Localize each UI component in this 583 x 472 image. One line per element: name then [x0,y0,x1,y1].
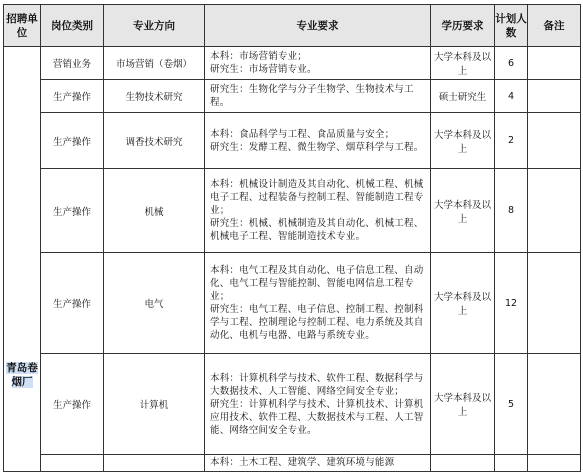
education-cell: 大学本科及以上 [431,354,495,455]
notes-cell [528,253,581,354]
notes-cell [528,354,581,455]
header-count: 计划人数 [495,5,528,47]
header-row [4,5,581,47]
req-line: 本科：食品科学与工程、食品质量与安全； [210,128,395,140]
header-category: 岗位类别 [41,5,104,47]
direction-cell: 市场营销（卷烟） [104,47,205,80]
req-line: 研究生：计算机科学与技术、计算机技术、计算机应用技术、软件工程、大数据技术与工程、人工智能、网络空间安全专业。 [210,398,424,436]
direction-cell: 调香技术研究 [104,113,205,169]
req-line: 本科：机械设计制造及其自动化、机械工程、机械电子工程、过程装备与控制工程、智能制造工程专业； [210,179,424,216]
direction-cell: 生物技术研究 [104,80,205,113]
table-row [4,80,581,113]
req-line: 研究生：电气工程、电子信息、控制工程、控制科学与工程、控制理论与控制工程、电力系统及其自动化、电机与电器、电路与系统专业。 [210,304,424,341]
table-row [4,169,581,253]
header-notes: 备注 [528,5,581,47]
education-cell [431,455,495,472]
count-cell: 5 [495,354,528,455]
req-line: 研究生：生物化学与分子生物学、生物技术与工程。 [210,84,414,108]
category-cell: 生产操作 [41,169,104,253]
unit-cell [4,47,41,472]
notes-cell [528,455,581,472]
category-cell: 营销业务 [41,47,104,80]
req-line: 本科：电气工程及其自动化、电子信息工程、自动化、电气工程与智能控制、智能电网信息工程专业； [210,265,424,302]
requirements-cell [205,455,431,472]
table-row [4,354,581,455]
category-cell: 生产操作 [41,253,104,354]
education-cell: 硕士研究生 [431,80,495,113]
notes-cell [528,113,581,169]
education-cell: 大学本科及以上 [431,113,495,169]
education-cell: 大学本科及以上 [431,169,495,253]
req-line: 本科：土木工程、建筑学、建筑环境与能源 [210,457,395,468]
header-requirements: 专业要求 [205,5,431,47]
header-education: 学历要求 [431,5,495,47]
req-line: 本科：市场营销专业； [210,51,308,62]
notes-cell [528,80,581,113]
category-cell: 生产操作 [41,113,104,169]
direction-cell [104,455,205,472]
direction-cell: 电气 [104,253,205,354]
requirements-cell [205,354,431,455]
table-row [4,47,581,80]
notes-cell [528,47,581,80]
recruitment-table [3,4,581,472]
requirements-cell [205,80,431,113]
direction-cell: 计算机 [104,354,205,455]
count-cell: 12 [495,253,528,354]
table-row [4,253,581,354]
category-cell [41,455,104,472]
category-cell: 生产操作 [41,354,104,455]
req-line: 研究生：市场营销专业。 [210,64,317,75]
count-cell: 6 [495,47,528,80]
req-line: 研究生：发酵工程、微生物学、烟草科学与工程。 [210,141,424,153]
header-direction: 专业方向 [104,5,205,47]
count-cell: 2 [495,113,528,169]
requirements-cell [205,253,431,354]
count-cell: 4 [495,80,528,113]
count-cell [495,455,528,472]
req-line: 本科：计算机科学与技术、软件工程、数据科学与大数据技术、人工智能、网络空间安全专业； [210,372,424,397]
notes-cell [528,169,581,253]
requirements-cell [205,169,431,253]
category-cell: 生产操作 [41,80,104,113]
education-cell: 大学本科及以上 [431,47,495,80]
table-row-partial [4,455,581,472]
direction-cell: 机械 [104,169,205,253]
requirements-cell [205,47,431,80]
header-unit: 招聘单位 [4,5,41,47]
req-line: 研究生：机械、机械制造及其自动化、机械工程、机械电子工程、智能制造技术专业。 [210,218,424,242]
unit-name: 青岛卷烟厂 [6,362,38,388]
table-row [4,113,581,169]
requirements-cell [205,113,431,169]
count-cell: 8 [495,169,528,253]
education-cell: 大学本科及以上 [431,253,495,354]
